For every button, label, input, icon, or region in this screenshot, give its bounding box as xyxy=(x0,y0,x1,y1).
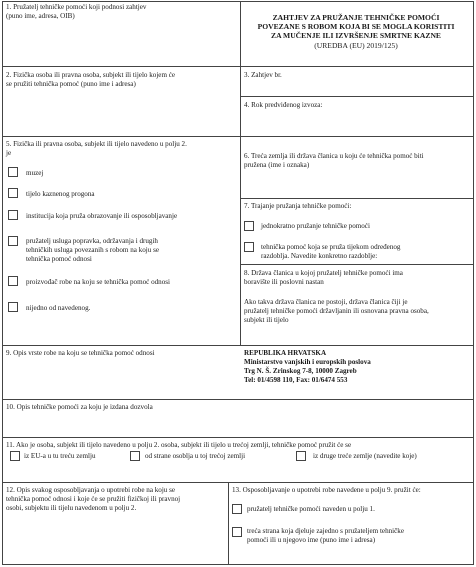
checkbox-local-staff[interactable] xyxy=(130,451,140,461)
checkbox-service-provider[interactable] xyxy=(8,236,18,246)
field-4-label: 4. Rok predviđenog izvoza: xyxy=(244,101,323,109)
field-5-label-line-1: 5. Fizička ili pravna osoba, subjekt ili tijelo navedeno u polju 2. xyxy=(6,140,187,148)
goods-description-input[interactable] xyxy=(6,360,234,396)
field-10-label: 10. Opis tehničke pomoći za koju je izdana dozvola xyxy=(6,403,153,411)
option-law-enforcement-label: tijelo kaznenog progona xyxy=(26,190,95,198)
field-1-sublabel: (puno ime, adresa, OIB) xyxy=(6,12,75,20)
option-education-label: institucija koja pruža obrazovanje ili osposobljavanje xyxy=(26,212,178,220)
field-8-note-line-1: Ako takva država članica ne postoji, država članica čiji je xyxy=(244,298,408,306)
authority-country: REPUBLIKA HRVATSKA xyxy=(244,349,327,357)
field-5-label-line-2: je xyxy=(6,149,12,157)
checkbox-other-third-country[interactable] xyxy=(296,451,306,461)
option-third-party-line-1: treća strana koja djeluje zajedno s pružateljem tehničke xyxy=(247,527,404,535)
row-divider xyxy=(240,96,474,97)
row-divider xyxy=(240,198,474,199)
regulation-reference: (UREDBA (EU) 2019/125) xyxy=(314,41,398,50)
authority-ministry: Ministarstvo vanjskih i europskih poslova xyxy=(244,358,371,366)
column-divider xyxy=(240,1,241,345)
field-12-label-line-3: osobi, subjektu ili tijelu navedenom u polju 2. xyxy=(6,504,137,512)
option-museum-label: muzej xyxy=(26,169,44,177)
form-title-line-3: ZA MUČENJE ILI IZVRŠENJE SMRTNE KAZNE xyxy=(271,31,441,40)
checkbox-law-enforcement[interactable] xyxy=(8,188,18,198)
row-divider xyxy=(240,264,474,265)
row-divider xyxy=(2,399,474,400)
option-period-line-1: tehnička pomoć koja se pruža tijekom određenog xyxy=(261,243,401,251)
assistance-description-input[interactable] xyxy=(6,414,470,434)
field-3-label: 3. Zahtjev br. xyxy=(244,71,282,79)
option-from-eu-label: iz EU-a u tu treću zemlju xyxy=(24,452,96,460)
option-provider-label: pružatelj tehničke pomoći naveden u polju 1. xyxy=(247,505,375,513)
destination-country-input[interactable] xyxy=(244,172,470,194)
request-number-input[interactable] xyxy=(296,69,470,93)
option-manufacturer-label: proizvođač robe na koju se tehnička pomoć odnosi xyxy=(26,278,171,286)
option-third-party-line-2: pomoći ili u njegovo ime (puno ime i adresa) xyxy=(247,536,376,544)
field-12-label-line-2: tehnička pomoć odnosi i koje će se pružiti fizičkoj ili pravnoj xyxy=(6,495,181,503)
field-6-label-line-2: pružena (ime i oznaka) xyxy=(244,161,310,169)
field-8-label-line-1: 8. Država članica u kojoj pružatelj tehničke pomoći ima xyxy=(244,269,403,277)
export-period-input[interactable] xyxy=(244,112,470,134)
option-other-country-label: iz druge treće zemlje (navedite koje) xyxy=(313,452,417,460)
authority-address: Trg N. Š. Zrinskog 7-8, 10000 Zagreb xyxy=(244,367,357,375)
field-8-note-line-2: pružatelj tehničke pomoći državljanin ili osnovana pravna osoba, xyxy=(244,307,429,315)
field-6-label-line-1: 6. Treća zemlja ili država članica u koju će tehnička pomoć biti xyxy=(244,152,424,160)
checkbox-manufacturer[interactable] xyxy=(8,276,18,286)
field-8-note-line-3: subjekt ili tijelo xyxy=(244,316,289,324)
field-2-input[interactable] xyxy=(6,92,234,132)
option-service-provider-line-1: pružatelj usluga popravka, održavanja i drugih xyxy=(26,237,158,245)
field-13-label: 13. Osposobljavanje o upotrebi robe navedene u polju 9. pružit će: xyxy=(232,486,421,494)
checkbox-museum[interactable] xyxy=(8,167,18,177)
option-period-line-2: razdoblja. Navedite konkretno razdoblje: xyxy=(261,252,378,260)
authority-phone-fax: Tel: 01/4598 110, Fax: 01/6474 553 xyxy=(244,376,348,384)
row-divider xyxy=(2,482,474,483)
form-title-line-1: ZAHTJEV ZA PRUŽANJE TEHNIČKE POMOĆI xyxy=(272,13,440,22)
field-1-label: 1. Pružatelj tehničke pomoći koji podnosi zahtjev xyxy=(6,3,147,11)
field-11-label: 11. Ako je osoba, subjekt ili tijelo navedeno u polju 2. osoba, subjekt ili tijelo u trećoj zemlji, tehničke pomoć pružit će se xyxy=(6,441,352,449)
column-divider xyxy=(228,482,229,565)
checkbox-none-of-the-above[interactable] xyxy=(8,302,18,312)
row-divider xyxy=(2,136,474,137)
checkbox-training-by-provider[interactable] xyxy=(232,504,242,514)
option-service-provider-line-3: tehnička pomoć odnosi xyxy=(26,255,92,263)
form-title-line-2: POVEZANE S ROBOM KOJA BI SE MOGLA KORISTITI xyxy=(257,22,455,31)
option-local-staff-label: od strane osoblja u toj trećoj zemlji xyxy=(145,452,246,460)
checkbox-specific-period[interactable] xyxy=(244,242,254,252)
row-divider xyxy=(2,66,474,67)
training-description-input[interactable] xyxy=(6,515,224,561)
checkbox-one-time-assistance[interactable] xyxy=(244,221,254,231)
field-9-label: 9. Opis vrste robe na koju se tehnička pomoć odnosi xyxy=(6,349,155,357)
field-12-label-line-1: 12. Opis svakog osposobljavanja o upotrebi robe na koju se xyxy=(6,486,176,494)
row-divider xyxy=(2,437,474,438)
checkbox-from-eu[interactable] xyxy=(10,451,20,461)
checkbox-training-by-third-party[interactable] xyxy=(232,527,242,537)
field-2-label-line-1: 2. Fizička osoba ili pravna osoba, subjekt ili tijelo kojem će xyxy=(6,71,176,79)
option-none-label: nijedno od navedenog. xyxy=(26,304,91,312)
field-2-label-line-2: se pružiti tehnička pomoć (puno ime i adresa) xyxy=(6,80,136,88)
checkbox-education-institution[interactable] xyxy=(8,210,18,220)
option-service-provider-line-2: tehničkih usluga povezanih s robom na koju se xyxy=(26,246,159,254)
field-8-label-line-2: boravište ili poslovni nastan xyxy=(244,278,324,286)
field-7-label: 7. Trajanje pružanja tehničke pomoći: xyxy=(244,202,352,210)
option-one-time-label: jednokratno pružanje tehničke pomoći xyxy=(261,222,370,230)
row-divider xyxy=(2,345,474,346)
